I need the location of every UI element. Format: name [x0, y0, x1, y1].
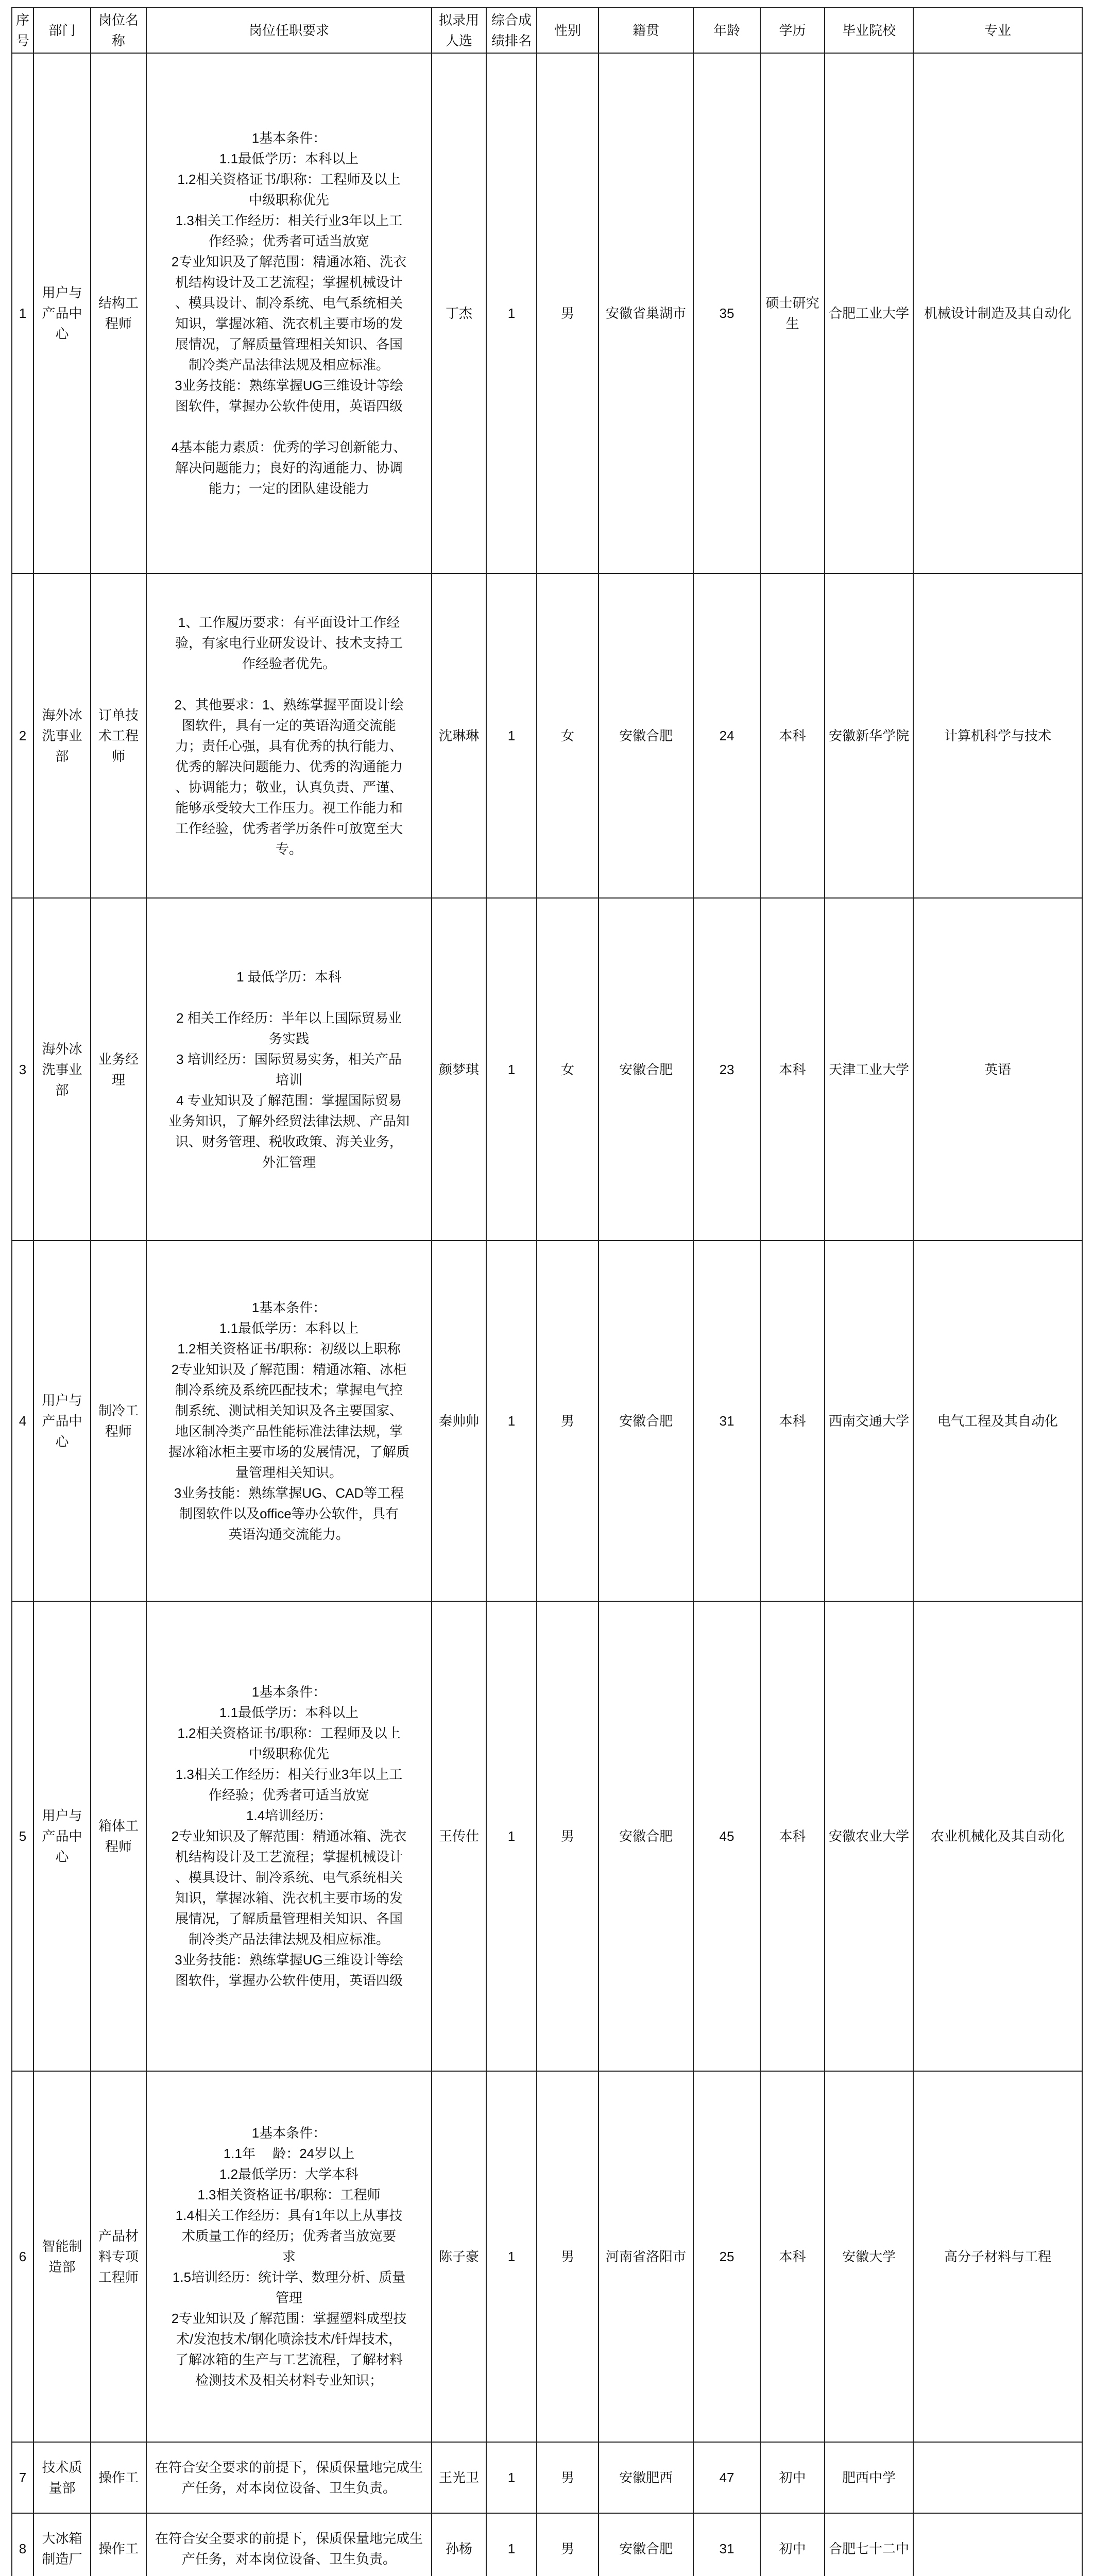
requirement-line: 知识，掌握冰箱、洗衣机主要市场的发: [175, 316, 403, 331]
header-dept: 部门: [33, 8, 91, 53]
cell-age: 25: [693, 2071, 760, 2442]
header-major: 专业: [913, 8, 1082, 53]
cell-rank: 1: [486, 53, 537, 573]
cell-major: [913, 2442, 1082, 2513]
cell-major: 农业机械化及其自动化: [913, 1601, 1082, 2071]
cell-requirements: [146, 1241, 432, 1601]
cell-education: 本科: [760, 2071, 825, 2442]
cell-rank: 1: [486, 573, 537, 898]
requirement-line: 图软件，具有一定的英语沟通交流能: [181, 718, 396, 733]
cell-position: 箱体工程师: [91, 1601, 146, 2071]
requirement-line: 1 最低学历：本科: [236, 969, 341, 985]
cell-major: 英语: [913, 898, 1082, 1241]
table-row: [12, 573, 1082, 898]
requirement-line: 1.2相关资格证书/职称：工程师及以上: [177, 172, 401, 187]
header-origin: 籍贯: [599, 8, 693, 53]
requirement-line: [150, 416, 428, 437]
cell-origin: 安徽合肥: [599, 2513, 693, 2576]
requirement-line: 2 相关工作经历：半年以上国际贸易业: [176, 1010, 402, 1026]
cell-seq: 5: [12, 1601, 33, 2071]
header-age: 年龄: [693, 8, 760, 53]
requirement-line: 作经验；优秀者可适当放宽: [208, 233, 369, 249]
cell-origin: 安徽省巢湖市: [599, 53, 693, 573]
cell-age: 35: [693, 53, 760, 573]
requirement-line: 机结构设计及工艺流程；掌握机械设计: [175, 1849, 403, 1865]
cell-seq: 4: [12, 1241, 33, 1601]
cell-origin: 安徽合肥: [599, 1241, 693, 1601]
cell-position: 结构工程师: [91, 53, 146, 573]
cell-age: 23: [693, 898, 760, 1241]
requirement-line: 握冰箱冰柜主要市场的发展情况，了解质: [168, 1444, 409, 1460]
requirement-line: 4基本能力素质：优秀的学习创新能力、: [171, 439, 407, 455]
cell-requirements: 在符合安全要求的前提下，保质保量地完成生产任务，对本岗位设备、卫生负责。: [146, 2513, 432, 2576]
cell-rank: 1: [486, 898, 537, 1241]
requirement-line: 制冷系统及系统匹配技术；掌握电气控: [175, 1382, 403, 1398]
cell-dept: 用户与产品中心: [33, 1601, 91, 2071]
cell-education: 本科: [760, 1241, 825, 1601]
header-position: 岗位名称: [91, 8, 146, 53]
recruitment-table: [11, 7, 1083, 2576]
cell-seq: 3: [12, 898, 33, 1241]
cell-school: 西南交通大学: [825, 1241, 913, 1601]
cell-seq: 6: [12, 2071, 33, 2442]
requirement-line: 能够承受较大工作压力。视工作能力和: [175, 800, 403, 816]
table-row: [12, 1241, 1082, 1601]
cell-school: 天津工业大学: [825, 898, 913, 1241]
requirement-line: 术/发泡技术/钢化喷涂技术/钎焊技术，: [176, 2331, 402, 2347]
cell-age: 31: [693, 2513, 760, 2576]
requirement-line: 3业务技能：熟练掌握UG三维设计等绘: [175, 378, 403, 393]
cell-dept: 海外冰洗事业部: [33, 898, 91, 1241]
requirement-line: 2、其他要求：1、熟练掌握平面设计绘: [174, 697, 404, 713]
cell-dept: 用户与产品中心: [33, 1241, 91, 1601]
cell-age: 47: [693, 2442, 760, 2513]
requirement-line: 展情况，了解质量管理相关知识、各国: [175, 1911, 403, 1926]
cell-origin: 安徽合肥: [599, 898, 693, 1241]
requirement-line: [150, 987, 428, 1008]
cell-gender: 男: [537, 2071, 599, 2442]
cell-requirements: [146, 573, 432, 898]
requirement-line: 1.2相关资格证书/职称：工程师及以上: [177, 1725, 401, 1741]
cell-dept: 技术质量部: [33, 2442, 91, 2513]
cell-gender: 女: [537, 573, 599, 898]
requirement-line: 、模具设计、制冷系统、电气系统相关: [175, 1870, 403, 1885]
cell-education: 初中: [760, 2442, 825, 2513]
requirement-line: 管理: [275, 2290, 302, 2306]
requirement-line: 检测技术及相关材料专业知识；: [195, 2372, 383, 2388]
cell-dept: 海外冰洗事业部: [33, 573, 91, 898]
cell-position: 订单技术工程师: [91, 573, 146, 898]
requirement-line: 求: [282, 2249, 296, 2264]
header-requirements: 岗位任职要求: [146, 8, 432, 53]
requirement-line: 制冷类产品法律法规及相应标准。: [188, 1931, 389, 1947]
requirement-line: 量管理相关知识。: [235, 1465, 343, 1480]
requirement-line: 知识，掌握冰箱、洗衣机主要市场的发: [175, 1890, 403, 1906]
requirement-line: 2专业知识及了解范围：精通冰箱、洗衣: [171, 254, 407, 269]
cell-gender: 女: [537, 898, 599, 1241]
cell-candidate: 王光卫: [432, 2442, 486, 2513]
cell-requirements: [146, 53, 432, 573]
cell-position: 业务经理: [91, 898, 146, 1241]
cell-seq: 7: [12, 2442, 33, 2513]
requirement-line: 1基本条件：: [251, 1300, 327, 1315]
cell-major: 计算机科学与技术: [913, 573, 1082, 898]
requirement-line: 2专业知识及了解范围：掌握塑料成型技: [171, 2311, 407, 2326]
header-school: 毕业院校: [825, 8, 913, 53]
requirement-line: 1.3相关资格证书/职称：工程师: [197, 2187, 381, 2202]
requirement-line: 识、财务管理、税收政策、海关业务，: [175, 1133, 403, 1149]
cell-candidate: 颜梦琪: [432, 898, 486, 1241]
requirement-line: 解决问题能力；良好的沟通能力、协调: [175, 460, 403, 476]
requirement-line: 3业务技能：熟练掌握UG三维设计等绘: [175, 1952, 403, 1968]
requirement-line: 作经验者优先。: [242, 656, 336, 671]
cell-major: 机械设计制造及其自动化: [913, 53, 1082, 573]
cell-dept: 大冰箱制造厂: [33, 2513, 91, 2576]
cell-education: 硕士研究生: [760, 53, 825, 573]
cell-seq: 1: [12, 53, 33, 573]
cell-rank: 1: [486, 1241, 537, 1601]
cell-age: 45: [693, 1601, 760, 2071]
cell-seq: 8: [12, 2513, 33, 2576]
requirement-line: 英语沟通交流能力。: [228, 1527, 349, 1542]
cell-candidate: 秦帅帅: [432, 1241, 486, 1601]
cell-dept: 用户与产品中心: [33, 53, 91, 573]
requirement-line: 力；责任心强，具有优秀的执行能力、: [175, 738, 403, 754]
requirement-line: 图软件，掌握办公软件使用，英语四级: [175, 398, 403, 414]
requirement-line: [150, 674, 428, 694]
requirement-line: 制冷类产品法律法规及相应标准。: [188, 357, 389, 372]
cell-candidate: 孙杨: [432, 2513, 486, 2576]
requirement-line: 1.1年 龄：24岁以上: [223, 2146, 355, 2161]
requirement-line: 1.4相关工作经历：具有1年以上从事技: [175, 2208, 403, 2223]
cell-requirements: [146, 1601, 432, 2071]
requirement-line: 务实践: [268, 1030, 309, 1046]
requirement-line: 1.3相关工作经历：相关行业3年以上工: [175, 213, 403, 228]
requirement-line: 、模具设计、制冷系统、电气系统相关: [175, 295, 403, 311]
header-gender: 性别: [537, 8, 599, 53]
cell-school: 安徽大学: [825, 2071, 913, 2442]
requirement-line: 、协调能力；敬业，认真负责、严谨、: [175, 779, 403, 795]
requirement-line: 2专业知识及了解范围：精通冰箱、洗衣: [171, 1828, 407, 1844]
requirement-line: 专。: [275, 841, 302, 857]
table-row: [12, 898, 1082, 1241]
requirement-line: 1.2最低学历：大学本科: [219, 2166, 359, 2182]
requirement-line: 中级职称优先: [248, 192, 329, 208]
cell-position: 产品材料专项工程师: [91, 2071, 146, 2442]
requirement-line: 优秀的解决问题能力、优秀的沟通能力: [175, 759, 403, 774]
cell-gender: 男: [537, 2513, 599, 2576]
table-row: [12, 2071, 1082, 2442]
table-row: [12, 2513, 1082, 2576]
cell-gender: 男: [537, 2442, 599, 2513]
cell-education: 本科: [760, 1601, 825, 2071]
cell-rank: 1: [486, 2513, 537, 2576]
cell-position: 操作工: [91, 2442, 146, 2513]
requirement-line: 4 专业知识及了解范围：掌握国际贸易: [176, 1092, 402, 1108]
requirement-line: 展情况，了解质量管理相关知识、各国: [175, 336, 403, 352]
cell-requirements: [146, 898, 432, 1241]
requirement-line: 外汇管理: [262, 1154, 316, 1170]
requirement-line: 1、工作履历要求：有平面设计工作经: [178, 615, 400, 630]
cell-rank: 1: [486, 2442, 537, 2513]
requirement-line: 培训: [275, 1072, 302, 1088]
requirement-line: 制系统、测试相关知识及各主要国家、: [175, 1403, 403, 1418]
requirement-line: 3 培训经历：国际贸易实务，相关产品: [176, 1051, 402, 1067]
requirement-line: 验，有家电行业研发设计、技术支持工: [175, 635, 403, 651]
cell-dept: 智能制造部: [33, 2071, 91, 2442]
table-header-row: [12, 8, 1082, 53]
requirement-line: 1.2相关资格证书/职称：初级以上职称: [177, 1341, 401, 1357]
cell-origin: 安徽合肥: [599, 1601, 693, 2071]
cell-origin: 河南省洛阳市: [599, 2071, 693, 2442]
cell-requirements: 在符合安全要求的前提下，保质保量地完成生产任务，对本岗位设备、卫生负责。: [146, 2442, 432, 2513]
cell-major: [913, 2513, 1082, 2576]
cell-age: 24: [693, 573, 760, 898]
requirement-line: 机结构设计及工艺流程；掌握机械设计: [175, 275, 403, 290]
requirement-line: 1.5培训经历：统计学、数理分析、质量: [172, 2269, 406, 2285]
cell-position: 操作工: [91, 2513, 146, 2576]
cell-education: 本科: [760, 573, 825, 898]
requirement-line: 1.1最低学历：本科以上: [219, 151, 359, 166]
cell-rank: 1: [486, 2071, 537, 2442]
table-body: [12, 53, 1082, 2576]
requirement-line: 图软件，掌握办公软件使用，英语四级: [175, 1973, 403, 1988]
cell-origin: 安徽合肥: [599, 573, 693, 898]
requirement-line: 2专业知识及了解范围：精通冰箱、冰柜: [171, 1362, 407, 1377]
requirement-line: 了解冰箱的生产与工艺流程，了解材料: [175, 2352, 403, 2367]
cell-seq: 2: [12, 573, 33, 898]
cell-school: 合肥工业大学: [825, 53, 913, 573]
cell-school: 肥西中学: [825, 2442, 913, 2513]
requirement-line: 地区制冷类产品性能标准法律法规，掌: [175, 1423, 403, 1439]
cell-school: 安徽农业大学: [825, 1601, 913, 2071]
header-rank: 综合成绩排名: [486, 8, 537, 53]
cell-education: 本科: [760, 898, 825, 1241]
requirement-line: 工作经验，优秀者学历条件可放宽至大: [175, 821, 403, 836]
cell-gender: 男: [537, 53, 599, 573]
requirement-line: 1.3相关工作经历：相关行业3年以上工: [175, 1767, 403, 1782]
cell-origin: 安徽肥西: [599, 2442, 693, 2513]
requirement-line: 1基本条件：: [251, 1684, 327, 1700]
table-row: [12, 53, 1082, 573]
table-row: [12, 1601, 1082, 2071]
cell-school: 安徽新华学院: [825, 573, 913, 898]
cell-gender: 男: [537, 1241, 599, 1601]
cell-requirements: [146, 2071, 432, 2442]
cell-rank: 1: [486, 1601, 537, 2071]
header-education: 学历: [760, 8, 825, 53]
requirement-line: 1.1最低学历：本科以上: [219, 1320, 359, 1336]
requirement-line: 1.1最低学历：本科以上: [219, 1705, 359, 1720]
requirement-line: 1基本条件：: [251, 130, 327, 146]
requirement-line: 3业务技能：熟练掌握UG、CAD等工程: [174, 1485, 404, 1501]
cell-gender: 男: [537, 1601, 599, 2071]
cell-major: 电气工程及其自动化: [913, 1241, 1082, 1601]
cell-candidate: 王传仕: [432, 1601, 486, 2071]
cell-education: 初中: [760, 2513, 825, 2576]
cell-major: 高分子材料与工程: [913, 2071, 1082, 2442]
header-candidate: 拟录用人选: [432, 8, 486, 53]
requirement-line: 1.4培训经历：: [246, 1808, 332, 1823]
requirement-line: 作经验；优秀者可适当放宽: [208, 1787, 369, 1803]
recruitment-table-sheet: [11, 7, 1082, 2576]
header-seq: 序号: [12, 8, 33, 53]
cell-position: 制冷工程师: [91, 1241, 146, 1601]
cell-school: 合肥七十二中: [825, 2513, 913, 2576]
requirement-line: 能力；一定的团队建设能力: [208, 481, 369, 496]
cell-candidate: 沈琳琳: [432, 573, 486, 898]
requirement-line: 术质量工作的经历；优秀者当放宽要: [181, 2228, 396, 2244]
requirement-line: 中级职称优先: [248, 1746, 329, 1761]
requirement-line: 制图软件以及office等办公软件，具有: [179, 1506, 399, 1521]
cell-age: 31: [693, 1241, 760, 1601]
cell-candidate: 丁杰: [432, 53, 486, 573]
cell-candidate: 陈子豪: [432, 2071, 486, 2442]
table-row: [12, 2442, 1082, 2513]
requirement-line: 1基本条件：: [251, 2125, 327, 2141]
requirement-line: 业务知识，了解外经贸法律法规、产品知: [168, 1113, 409, 1129]
